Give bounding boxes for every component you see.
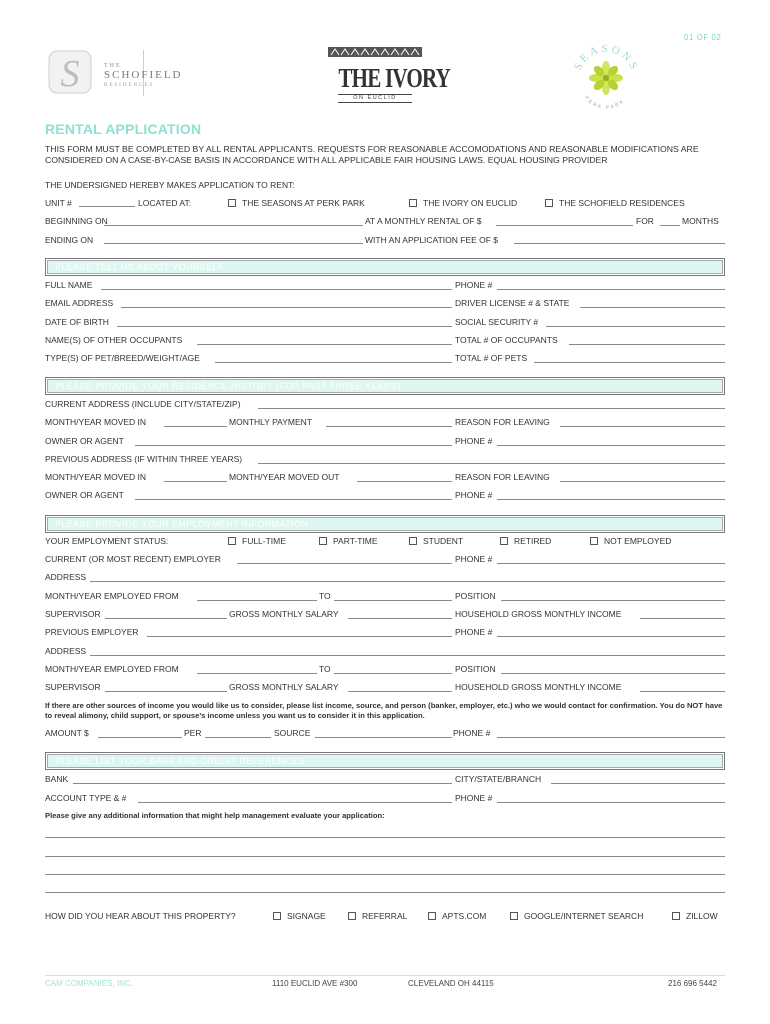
- hear-question: HOW DID YOU HEAR ABOUT THIS PROPERTY?: [45, 911, 236, 921]
- bank-phone-field[interactable]: [497, 802, 725, 803]
- months-label: MONTHS: [682, 216, 719, 226]
- prev-owner-phone-field[interactable]: [497, 499, 725, 500]
- retired-checkbox[interactable]: [500, 537, 508, 545]
- prev-employed-from-label: MONTH/YEAR EMPLOYED FROM: [45, 664, 179, 674]
- pets-field[interactable]: [215, 362, 452, 363]
- intro-text: THIS FORM MUST BE COMPLETED BY ALL RENTAL APPLICANTS. REQUESTS FOR REASONABLE ACCOMODATIONS AND REASONABLE MODIFICATIONS ARE CONSIDERED ON A CASE-BY-CASE BASIS IN ACCORDANCE WITH ALL APPLICABLE FAIR HOUSING LAWS. EQUAL HOUSING PROVIDER: [45, 144, 699, 165]
- employer-address-field[interactable]: [90, 581, 725, 582]
- prev-owner-label: OWNER OR AGENT: [45, 490, 124, 500]
- google-option: GOOGLE/INTERNET SEARCH: [524, 911, 644, 921]
- city-branch-label: CITY/STATE/BRANCH: [455, 774, 542, 784]
- zillow-option: ZILLOW: [686, 911, 718, 921]
- email-field[interactable]: [121, 307, 452, 308]
- section-bank-title: PLEASE LIST YOUR BANK AND CREDIT REFERENCES: [55, 756, 305, 766]
- bank-phone-label: PHONE #: [455, 793, 493, 803]
- monthly-payment-field[interactable]: [326, 426, 452, 427]
- ivory-checkbox[interactable]: [409, 199, 417, 207]
- license-label: DRIVER LICENSE # & STATE: [455, 298, 570, 308]
- prev-moved-in-field[interactable]: [164, 481, 227, 482]
- svg-text:S: S: [60, 53, 80, 94]
- section-about-title: PLEASE TELL US ABOUT YOURSELF: [55, 262, 224, 272]
- employer-phone-field[interactable]: [497, 563, 725, 564]
- total-pets-field[interactable]: [534, 362, 725, 363]
- schofield-monogram-icon: [48, 50, 92, 94]
- previous-employer-field[interactable]: [147, 636, 452, 637]
- account-label: ACCOUNT TYPE & #: [45, 793, 127, 803]
- footer-company: CAM COMPANIES, INC.: [45, 979, 133, 988]
- position-field[interactable]: [501, 600, 725, 601]
- full-name-field[interactable]: [101, 289, 452, 290]
- referral-option: REFERRAL: [362, 911, 408, 921]
- additional-line-2[interactable]: [45, 856, 725, 857]
- current-employer-label: CURRENT (OR MOST RECENT) EMPLOYER: [45, 554, 221, 564]
- prev-employed-to-label: TO: [319, 664, 331, 674]
- ivory-name: THE IVORY: [338, 63, 451, 93]
- schofield-sub: RESIDENCES: [104, 83, 155, 88]
- ending-label: ENDING ON: [45, 235, 94, 245]
- fee-field[interactable]: [514, 243, 725, 244]
- zillow-checkbox[interactable]: [672, 912, 680, 920]
- full-time-checkbox[interactable]: [228, 537, 236, 545]
- footer-city: CLEVELAND OH 44115: [408, 979, 494, 988]
- student-checkbox[interactable]: [409, 537, 417, 545]
- prev-supervisor-label: SUPERVISOR: [45, 682, 101, 692]
- owner-label: OWNER OR AGENT: [45, 436, 124, 446]
- footer-divider: [45, 975, 725, 976]
- months-field[interactable]: [660, 225, 680, 226]
- current-address-field[interactable]: [258, 408, 725, 409]
- employed-from-field[interactable]: [197, 600, 317, 601]
- ssn-field[interactable]: [546, 326, 725, 327]
- retired-option: RETIRED: [514, 536, 552, 546]
- prev-household-income-label: HOUSEHOLD GROSS MONTHLY INCOME: [455, 682, 622, 692]
- prev-reason-label: REASON FOR LEAVING: [455, 472, 550, 482]
- prev-supervisor-field[interactable]: [105, 691, 227, 692]
- section-about: [45, 258, 725, 276]
- form-title: RENTAL APPLICATION: [45, 121, 202, 137]
- apply-heading: THE UNDERSIGNED HEREBY MAKES APPLICATION TO RENT:: [45, 180, 295, 190]
- schofield-name: SCHOFIELD: [104, 69, 183, 81]
- ivory-sub: ON EUCLID: [338, 94, 412, 103]
- page-number: 01 OF 02: [684, 33, 722, 42]
- prev-owner-phone-label: PHONE #: [455, 490, 493, 500]
- moved-in-label: MONTH/YEAR MOVED IN: [45, 417, 147, 427]
- prev-employer-address-field[interactable]: [90, 655, 725, 656]
- dob-label: DATE OF BIRTH: [45, 317, 109, 327]
- prev-gross-salary-field[interactable]: [348, 691, 452, 692]
- not-employed-checkbox[interactable]: [590, 537, 598, 545]
- footer-phone: 216 696 5442: [668, 979, 717, 988]
- signage-option: SIGNAGE: [287, 911, 326, 921]
- phone-label: PHONE #: [455, 280, 493, 290]
- seasons-name: SEASONS: [571, 42, 641, 74]
- footer-address: 1110 EUCLID AVE #300: [272, 979, 358, 988]
- prev-employer-address-label: ADDRESS: [45, 646, 87, 656]
- ending-field[interactable]: [104, 243, 363, 244]
- employed-to-field[interactable]: [334, 600, 452, 601]
- position-label: POSITION: [455, 591, 496, 601]
- ivory-option: THE IVORY ON EUCLID: [423, 198, 518, 208]
- schofield-the: THE: [104, 63, 122, 69]
- section-employment: [45, 515, 725, 533]
- seasons-checkbox[interactable]: [228, 199, 236, 207]
- prev-employed-to-field[interactable]: [334, 673, 452, 674]
- supervisor-field[interactable]: [105, 618, 227, 619]
- email-label: EMAIL ADDRESS: [45, 298, 114, 308]
- ivory-logo: [328, 44, 451, 101]
- occupants-label: NAME(S) OF OTHER OCCUPANTS: [45, 335, 183, 345]
- employer-address-label: ADDRESS: [45, 572, 87, 582]
- per-label: PER: [184, 728, 202, 738]
- gross-salary-field[interactable]: [348, 618, 452, 619]
- employed-from-label: MONTH/YEAR EMPLOYED FROM: [45, 591, 179, 601]
- gross-salary-label: GROSS MONTHLY SALARY: [229, 609, 339, 619]
- household-income-label: HOUSEHOLD GROSS MONTHLY INCOME: [455, 609, 622, 619]
- total-pets-label: TOTAL # OF PETS: [455, 353, 528, 363]
- income-phone-field[interactable]: [497, 737, 725, 738]
- phone-field[interactable]: [497, 289, 725, 290]
- moved-out-label: MONTH/YEAR MOVED OUT: [229, 472, 340, 482]
- google-checkbox[interactable]: [510, 912, 518, 920]
- seasons-logo: [569, 42, 643, 116]
- beginning-field[interactable]: [104, 225, 363, 226]
- prev-household-income-field[interactable]: [640, 691, 725, 692]
- monthly-rental-label: AT A MONTHLY RENTAL OF $: [365, 216, 482, 226]
- employment-status-label: YOUR EMPLOYMENT STATUS:: [45, 536, 169, 546]
- section-bank: [45, 752, 725, 770]
- supervisor-label: SUPERVISOR: [45, 609, 101, 619]
- bank-field[interactable]: [73, 783, 452, 784]
- source-label: SOURCE: [274, 728, 311, 738]
- prev-employed-from-field[interactable]: [197, 673, 317, 674]
- prev-employer-phone-label: PHONE #: [455, 627, 493, 637]
- additional-line-1[interactable]: [45, 837, 725, 838]
- section-employment-title: PLEASE PROVIDE YOUR EMPLOYMENT INFORMATION: [55, 519, 309, 529]
- owner-field[interactable]: [135, 445, 452, 446]
- account-field[interactable]: [138, 802, 452, 803]
- prev-position-label: POSITION: [455, 664, 496, 674]
- prev-gross-salary-label: GROSS MONTHLY SALARY: [229, 682, 339, 692]
- amount-field[interactable]: [98, 737, 182, 738]
- section-residence: [45, 377, 725, 395]
- full-time-option: FULL-TIME: [242, 536, 286, 546]
- owner-phone-field[interactable]: [497, 445, 725, 446]
- ssn-label: SOCIAL SECURITY #: [455, 317, 539, 327]
- schofield-checkbox[interactable]: [545, 199, 553, 207]
- schofield-option: THE SCHOFIELD RESIDENCES: [559, 198, 685, 208]
- previous-address-field[interactable]: [258, 463, 725, 464]
- beginning-label: BEGINNING ON: [45, 216, 108, 226]
- unit-field[interactable]: [79, 206, 135, 207]
- seasons-option: THE SEASONS AT PERK PARK: [242, 198, 365, 208]
- owner-phone-label: PHONE #: [455, 436, 493, 446]
- signage-checkbox[interactable]: [273, 912, 281, 920]
- section-residence-title: PLEASE PROVIDE YOUR RESIDENCE HISTORY (FOR PAST THREE YEARS): [55, 381, 401, 391]
- seasons-sub: PERK PARK: [583, 94, 627, 112]
- dob-field[interactable]: [117, 326, 452, 327]
- city-branch-field[interactable]: [551, 783, 725, 784]
- prev-reason-field[interactable]: [560, 481, 725, 482]
- referral-checkbox[interactable]: [348, 912, 356, 920]
- income-note: If there are other sources of income you would like us to consider, please list income, source, and person (banker, employer, etc.) who we would contact for confirmation. You do NOT have to reveal alimony, child support, or spouse’s income unless you want us to consider it in this application.: [45, 701, 723, 720]
- household-income-field[interactable]: [640, 618, 725, 619]
- previous-address-label: PREVIOUS ADDRESS (IF WITHIN THREE YEARS): [45, 454, 243, 464]
- additional-note: Please give any additional information that might help management evaluate your application:: [45, 811, 385, 820]
- seasons-flower-icon: [589, 61, 623, 95]
- previous-employer-label: PREVIOUS EMPLOYER: [45, 627, 139, 637]
- current-address-label: CURRENT ADDRESS (INCLUDE CITY/STATE/ZIP): [45, 399, 241, 409]
- prev-position-field[interactable]: [501, 673, 725, 674]
- employed-to-label: TO: [319, 591, 331, 601]
- monthly-payment-label: MONTHLY PAYMENT: [229, 417, 312, 427]
- moved-in-field[interactable]: [164, 426, 227, 427]
- fee-label: WITH AN APPLICATION FEE OF $: [365, 235, 499, 245]
- full-name-label: FULL NAME: [45, 280, 93, 290]
- current-employer-field[interactable]: [237, 563, 452, 564]
- employer-phone-label: PHONE #: [455, 554, 493, 564]
- additional-line-4[interactable]: [45, 892, 725, 893]
- part-time-checkbox[interactable]: [319, 537, 327, 545]
- monthly-rental-field[interactable]: [496, 225, 633, 226]
- bank-label: BANK: [45, 774, 69, 784]
- prev-employer-phone-field[interactable]: [497, 636, 725, 637]
- total-occupants-field[interactable]: [569, 344, 725, 345]
- part-time-option: PART-TIME: [333, 536, 378, 546]
- located-label: LOCATED AT:: [138, 198, 192, 208]
- moved-out-field[interactable]: [357, 481, 452, 482]
- source-field[interactable]: [315, 737, 452, 738]
- ivory-ornament-icon: [328, 47, 422, 57]
- license-field[interactable]: [580, 307, 725, 308]
- prev-moved-in-label: MONTH/YEAR MOVED IN: [45, 472, 147, 482]
- for-label: FOR: [636, 216, 654, 226]
- student-option: STUDENT: [423, 536, 464, 546]
- schofield-logo: [48, 50, 183, 100]
- unit-label: UNIT #: [45, 198, 72, 208]
- apts-checkbox[interactable]: [428, 912, 436, 920]
- reason-label: REASON FOR LEAVING: [455, 417, 550, 427]
- prev-owner-field[interactable]: [135, 499, 452, 500]
- pets-label: TYPE(S) OF PET/BREED/WEIGHT/AGE: [45, 353, 200, 363]
- total-occupants-label: TOTAL # OF OCCUPANTS: [455, 335, 558, 345]
- additional-line-3[interactable]: [45, 874, 725, 875]
- occupants-field[interactable]: [197, 344, 452, 345]
- income-phone-label: PHONE #: [453, 728, 491, 738]
- amount-label: AMOUNT $: [45, 728, 89, 738]
- per-field[interactable]: [205, 737, 271, 738]
- apts-option: APTS.COM: [442, 911, 487, 921]
- not-employed-option: NOT EMPLOYED: [604, 536, 672, 546]
- reason-field[interactable]: [560, 426, 725, 427]
